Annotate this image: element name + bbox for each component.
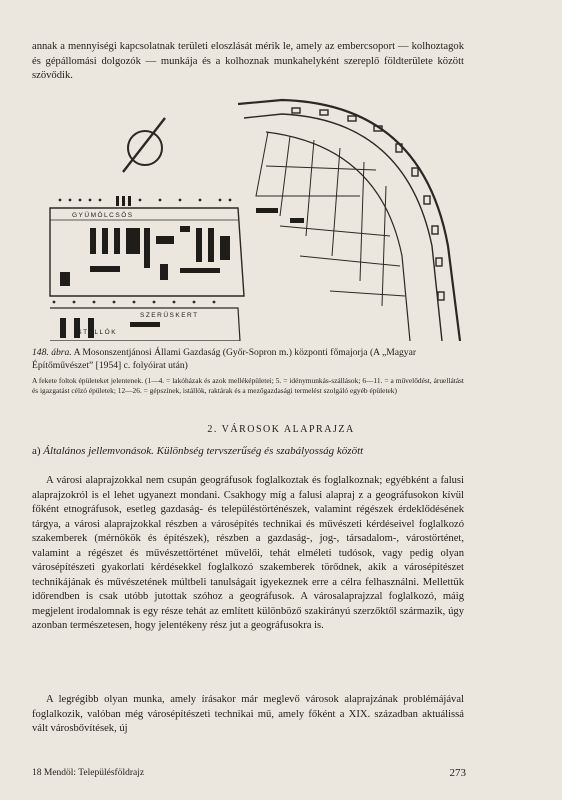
site-plan-figure <box>30 96 468 341</box>
stables-label: ISTÁLLÓK <box>74 329 118 336</box>
figure-caption-text: A Mosonszentjánosi Állami Gazdaság (Győr-Sopron m.) központi főmajorja (A „Magyar Építőművészet” [1954] c. folyóirat után) <box>32 347 417 371</box>
body-paragraph: A városi alaprajzokkal nem csupán geográfusok foglalkoztak és foglalkoznak; egyébként a falusi alaprajzokról is el lehet ugyanezt mondani. Csakhogy míg a falusi alapraj z a geográfusokon kívül főként etnográfusok, esetleg gazdaság- és településtörténészek, valamint régészek érdeklődésének tárgya, a városi alaprajzokkal részben a városépítés technikai és művészeti kérdéseivel foglalkozó szakemberek (mérnökök és építészek), részben a gazdaság-, jog-, társadalom-, várostörténet, valamint a régészet és művészettörténet művelői, tehát elméleti tudósok, vagy pedig olyan városépítészeti gyakorlati kérdésekkel foglalkozó szakemberek törődnek, akik a városépítészet technikájának és művészetének múltbeli tanulságait igyekeznek erre a célra felhasználni. Mellettük időrendben is csak utóbb jutottak szóhoz a geográfusok. A városalaprajzzal foglalkozó, máig megjelent irodalomnak is egy része tehát az említett különböző szakirányú szerzőktől származik, úgy azonban természetesen, hogy jelentékeny rész jut a geográfusokra is. <box>32 475 464 631</box>
figure-legend: A fekete foltok épületeket jelentenek. (1—4. = lakóházak és azok melléképületei; 5. = idénymunkás-szállások; 6—11. = a művelődést, áruellátást és igazgatást célzó épületek; 12—26. = gépszínek, istállók, raktárak és a mezőgazdasági termelést szolgáló egyéb épületek) <box>32 376 464 395</box>
figure-caption <box>32 347 464 372</box>
signature-mark: 18 Mendöl: Településföldrajz <box>32 768 145 778</box>
figure-number: 148. ábra. <box>32 347 72 358</box>
orchard-label: GYÜMÖLCSÖS <box>72 212 134 219</box>
page-number: 273 <box>449 767 466 779</box>
vegetable-garden-label: SZERÜSKERT <box>140 312 199 319</box>
subsection-title: Általános jellemvonások. Különbség tervszerűség és szabályosság között <box>43 445 364 457</box>
body-paragraph: A legrégibb olyan munka, amely írásakor már meglevő városok alaprajzának problémájával foglalkozik, valóban még városépítészeti technikai mű, amely főként a XIX. században aktuálissá vált városbővítések, új <box>32 694 464 734</box>
top-paragraph: annak a mennyiségi kapcsolatnak területi eloszlását mérik le, amely az embercsoport — kolhoztagok és gépállomási dolgozók — munkája és a kolhoznak munkahelyként szereplő földterülete között szövődik. <box>32 41 464 81</box>
subsection-prefix: a) <box>32 445 41 457</box>
section-heading: 2. VÁROSOK ALAPRAJZA <box>207 424 355 435</box>
north-arrow-icon <box>123 118 165 172</box>
subsection-heading <box>32 445 464 457</box>
